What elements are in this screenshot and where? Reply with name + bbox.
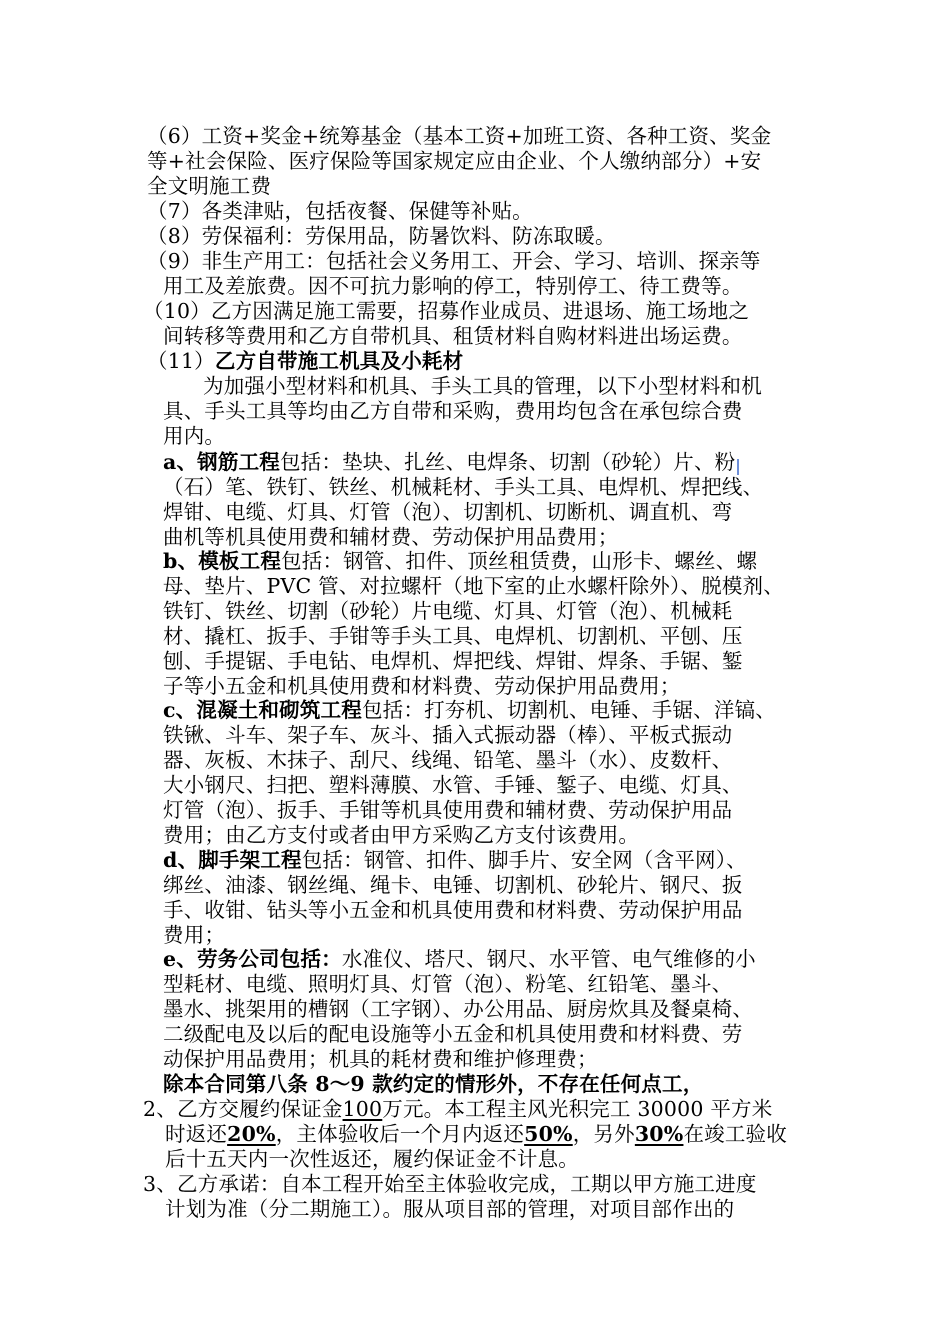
deposit-amount: 100 [342,1097,383,1121]
item-a-line-1: a、钢筋工程包括：垫块、扎丝、电焊条、切割（砂轮）片、粉 [163,450,736,474]
item-c-line-3: 器、灰板、木抹子、刮尺、线绳、铅笔、墨斗（水）、皮数杆、 [163,748,733,772]
para-9-line-1: （9）非生产用工：包括社会义务用工、开会、学习、培训、探亲等 [147,249,761,273]
para-8: （8）劳保福利：劳保用品，防暑饮料、防冻取暖。 [147,224,616,248]
item-b-line-1: b、模板工程包括：钢管、扣件、顶丝租赁费，山形卡、螺丝、螺 [163,549,758,573]
refund-pct-3: 30% [634,1122,684,1146]
item-c-label: c、混凝土和砌筑工程 [163,698,362,722]
item-2-line-2: 时返还20%，主体验收后一个月内返还50%，另外30%在竣工验收 [165,1122,787,1146]
item-2-line-1: 2、乙方交履约保证金100万元。本工程主风光积完工 30000 平方米 [143,1097,773,1121]
item-d-line-1: d、脚手架工程包括：钢管、扣件、脚手片、安全网（含平网）、 [163,848,747,872]
item-d-line-2: 绑丝、油漆、钢丝绳、绳卡、电锤、切割机、砂轮片、钢尺、扳 [163,873,743,897]
para-11-line-1: 为加强小型材料和机具、手头工具的管理，以下小型材料和机 [203,374,762,398]
item-b-line-5: 刨、手提锯、手电钻、电焊机、焊把线、焊钳、焊条、手锯、錾 [163,649,743,673]
item-b-line-6: 子等小五金和机具使用费和材料费、劳动保护用品费用； [163,674,681,698]
para-11-line-2: 具、手头工具等均由乙方自带和采购，费用均包含在承包综合费 [163,399,743,423]
item-c-line-2: 铁锹、斗车、架子车、灰斗、插入式振动器（棒）、平板式振动 [163,723,733,747]
para-6-line-3: 全文明施工费 [147,174,272,198]
item-d-line-3: 手、收钳、钻头等小五金和机具使用费和材料费、劳动保护用品 [163,898,743,922]
para-11-line-3: 用内。 [163,424,226,448]
item-b-line-3: 铁钉、铁丝、切割（砂轮）片电缆、灯具、灯管（泡）、机械耗 [163,599,733,623]
item-a-line-4: 曲机等机具使用费和辅材费、劳动保护用品费用； [163,525,619,549]
item-a-line-3: 焊钳、电缆、灯具、灯管（泡）、切割机、切断机、调直机、弯 [163,500,733,524]
item-d-line-4: 费用； [163,923,226,947]
item-c-line-1: c、混凝土和砌筑工程包括：打夯机、切割机、电锤、手锯、洋镐、 [163,698,776,722]
item-b-line-2: 母、垫片、PVC 管、对拉螺杆（地下室的止水螺杆除外）、脱模剂、 [163,574,784,598]
item-e-label: e、劳务公司包括： [163,947,342,971]
item-d-label: d、脚手架工程 [163,848,302,872]
para-6-line-1: （6）工资+奖金+统筹基金（基本工资+加班工资、各种工资、奖金 [147,124,772,148]
text-cursor [737,459,739,475]
para-10-line-2: 间转移等费用和乙方自带机具、租赁材料自购材料进出场运费。 [163,324,743,348]
para-11-prefix: （11） [147,349,215,373]
item-e-line-3: 墨水、挑架用的槽钢（工字钢）、办公用品、厨房炊具及餐桌椅、 [163,997,754,1021]
item-c-line-4: 大小钢尺、扫把、塑料薄膜、水管、手锤、錾子、电缆、灯具、 [163,773,743,797]
item-c-line-5: 灯管（泡）、扳手、手钳等机具使用费和辅材费、劳动保护用品 [163,798,733,822]
item-2-line-3: 后十五天内一次性返还，履约保证金不计息。 [165,1147,579,1171]
item-e-line-5: 动保护用品费用；机具的耗材费和维护修理费； [163,1047,598,1071]
item-b-label: b、模板工程 [163,549,282,573]
item-a-label: a、钢筋工程 [163,450,280,474]
item-a-line-2: （石）笔、铁钉、铁丝、机械耗材、手头工具、电焊机、焊把线、 [163,475,764,499]
item-e-line-4: 二级配电及以后的配电设施等小五金和机具使用费和材料费、劳 [163,1022,743,1046]
item-c-line-6: 费用；由乙方支付或者由甲方采购乙方支付该费用。 [163,823,640,847]
para-9-line-2: 用工及差旅费。因不可抗力影响的停工，特别停工、待工费等。 [163,274,743,298]
para-11-heading [147,349,463,374]
item-3-line-2: 计划为准（分二期施工）。服从项目部的管理，对项目部作出的 [165,1197,735,1221]
para-10-line-1: （10）乙方因满足施工需要，招募作业成员、进退场、施工场地之 [143,299,750,323]
item-3-line-1: 3、乙方承诺：自本工程开始至主体验收完成，工期以甲方施工进度 [143,1172,757,1196]
item-e-line-1: e、劳务公司包括：水准仪、塔尺、钢尺、水平管、电气维修的小 [163,947,756,971]
para-11-title: 乙方自带施工机具及小耗材 [214,349,464,373]
item-e-line-2: 型耗材、电缆、照明灯具、灯管（泡）、粉笔、红铅笔、墨斗、 [163,972,733,996]
item-b-line-4: 材、撬杠、扳手、手钳等手头工具、电焊机、切割机、平刨、压 [163,624,743,648]
point-work-note: 除本合同第八条 8～9 款约定的情形外，不存在任何点工， [163,1072,704,1096]
para-6-line-2: 等+社会保险、医疗保险等国家规定应由企业、个人缴纳部分）+安 [147,149,762,173]
para-7: （7）各类津贴，包括夜餐、保健等补贴。 [147,199,533,223]
refund-pct-1: 20% [227,1122,276,1146]
refund-pct-2: 50% [524,1122,573,1146]
